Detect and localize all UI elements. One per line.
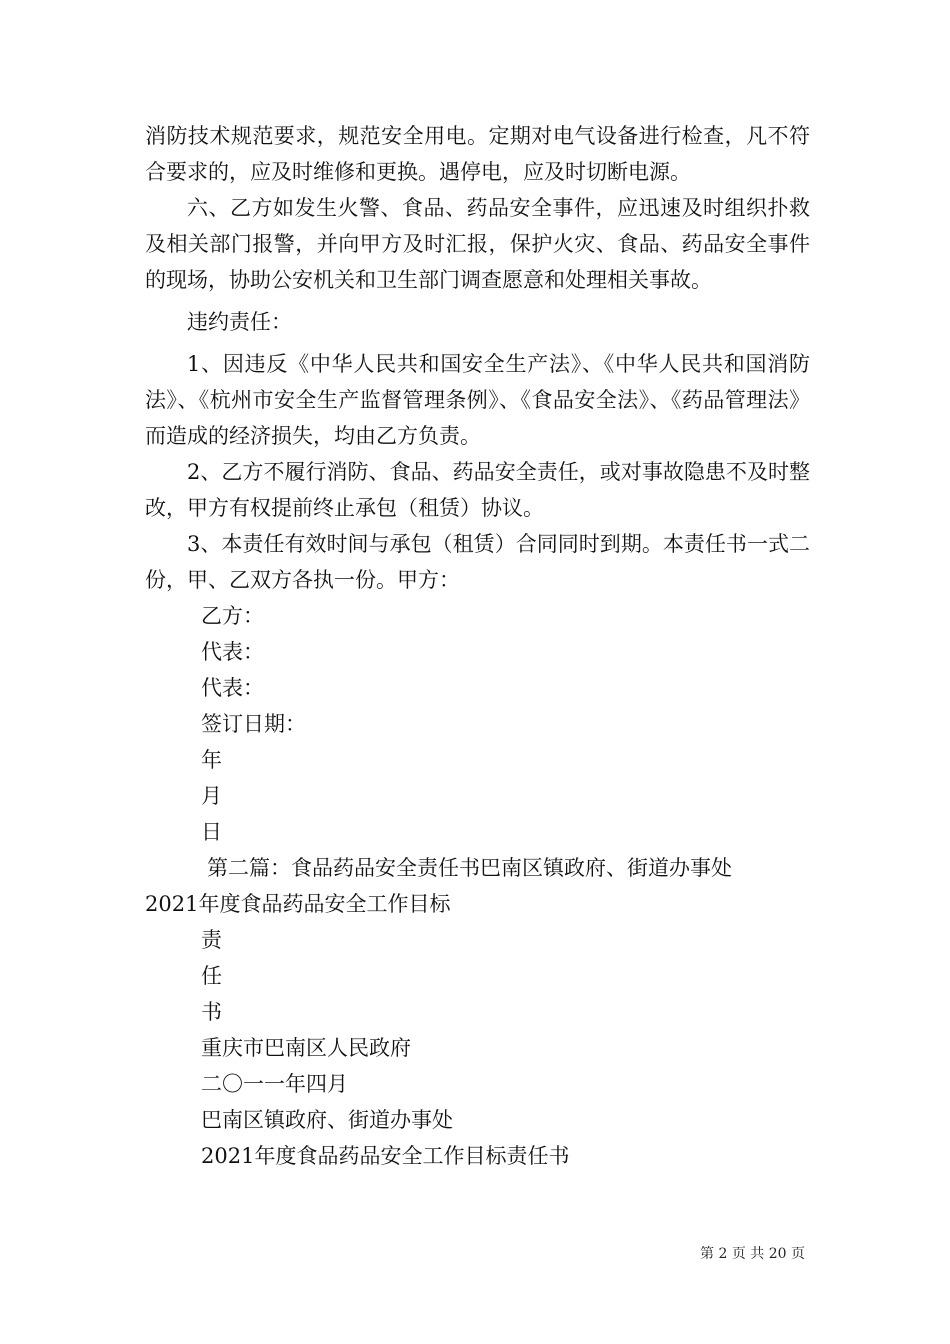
paragraph-liability-3: 3、本责任有效时间与承包（租赁）合同同时到期。本责任书一式二份，甲、乙双方各执一份。甲方： (145, 532, 810, 592)
section2-heading-line2: 2021年度食品药品安全工作目标 (145, 892, 451, 916)
paragraph-item-six: 六、乙方如发生火警、食品、药品安全事件，应迅速及时组织扑救及相关部门报警，并向甲方及时汇报，保护火灾、食品、药品安全事件的现场，协助公安机关和卫生部门调查愿意和处理相关事故。 (145, 196, 810, 292)
signature-party-b: 乙方： (201, 604, 264, 628)
section2-char-shu: 书 (201, 1000, 222, 1024)
section2-title: 2021年度食品药品安全工作目标责任书 (201, 1144, 570, 1168)
section2-char-ren: 任 (201, 964, 222, 988)
section2-issuer: 重庆市巴南区人民政府 (201, 1036, 411, 1060)
paragraph-liability-1: 1、因违反《中华人民共和国安全生产法》、《中华人民共和国消防法》、《杭州市安全生产监督管理条例》、《食品安全法》、《药品管理法》而造成的经济损失，均由乙方负责。 (145, 352, 810, 448)
signature-date-label: 签订日期： (201, 712, 306, 736)
section2-recipient: 巴南区镇政府、街道办事处 (201, 1108, 453, 1132)
document-body (145, 118, 810, 1174)
section2-date: 二〇一一年四月 (201, 1072, 348, 1096)
paragraph-fire-electric: 消防技术规范要求，规范安全用电。定期对电气设备进行检查，凡不符合要求的，应及时维修和更换。遇停电，应及时切断电源。 (145, 124, 810, 184)
signature-year: 年 (201, 748, 222, 772)
page-number-footer: 第 2 页 共 20 页 (700, 1246, 805, 1262)
paragraph-liability-heading: 违约责任： (187, 310, 292, 334)
signature-day: 日 (201, 820, 222, 844)
paragraph-liability-2: 2、乙方不履行消防、食品、药品安全责任，或对事故隐患不及时整改，甲方有权提前终止承包（租赁）协议。 (145, 460, 810, 520)
section2-char-ze: 责 (201, 928, 222, 952)
signature-representative-2: 代表： (201, 676, 264, 700)
signature-representative-1: 代表： (201, 640, 264, 664)
section2-heading-line1: 第二篇：食品药品安全责任书巴南区镇政府、街道办事处 (207, 856, 732, 880)
signature-month: 月 (201, 784, 222, 808)
